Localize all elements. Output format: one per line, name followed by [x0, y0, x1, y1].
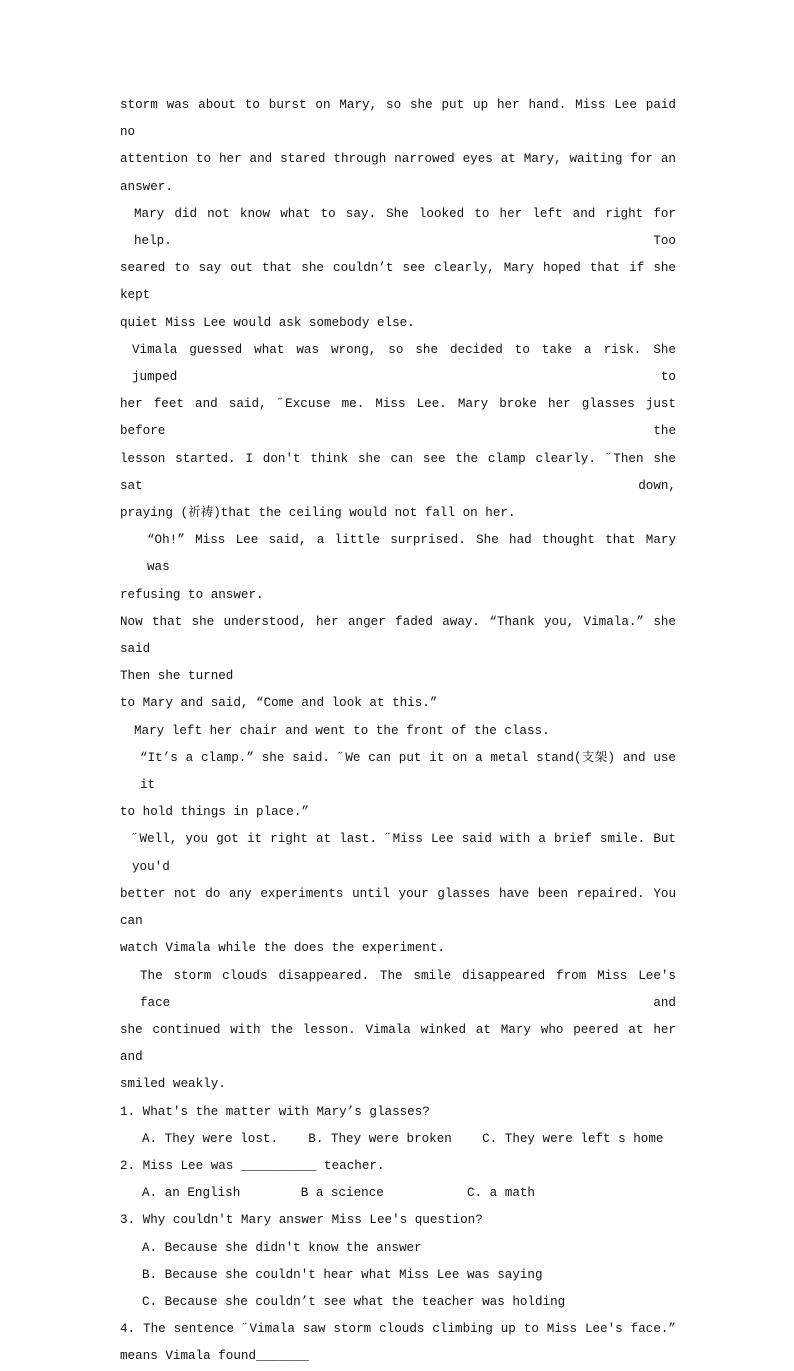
reading-passage-content [120, 92, 676, 1371]
passage-line: ˝Well, you got it right at last. ˝Miss Lee said with a brief smile. But you'd [132, 832, 676, 874]
question-stem: 4. The sentence ˝Vimala saw storm clouds climbing up to Miss Lee's face.” [120, 1322, 676, 1337]
passage-line: watch Vimala while the does the experiment. [120, 941, 445, 956]
passage-line: Mary did not know what to say. She looked to her left and right for help. Too [134, 206, 676, 249]
passage-line: The storm clouds disappeared. The smile disappeared from Miss Lee's face and [140, 968, 676, 1010]
question-option: B. Because she couldn't hear what Miss Lee was saying [142, 1267, 543, 1282]
passage-line: answer. [120, 179, 173, 194]
passage-line: Mary left her chair and went to the front of the class. [134, 723, 550, 738]
question-stem: 3. Why couldn't Mary answer Miss Lee's question? [120, 1213, 483, 1228]
passage-line: to Mary and said, “Come and look at this.” [120, 696, 438, 711]
passage-line: lesson started. I don't think she can see the clamp clearly. ˝Then she sat down, [120, 451, 676, 493]
question-options: A. an English B a science C. a math [142, 1186, 535, 1201]
question-stem: 1. What's the matter with Mary’s glasses? [120, 1104, 430, 1119]
passage-line: smiled weakly. [120, 1077, 226, 1092]
passage-line: Vimala guessed what was wrong, so she decided to take a risk. She jumped to [132, 342, 676, 385]
passage-line: “Oh!” Miss Lee said, a little surprised. She had thought that Mary was [147, 533, 676, 575]
question-option: C. Because she couldn’t see what the teacher was holding [142, 1294, 566, 1309]
passage-line: she continued with the lesson. Vimala winked at Mary who peered at her and [120, 1022, 676, 1065]
passage-line: refusing to answer. [120, 587, 264, 602]
passage-line: praying (祈祷)that the ceiling would not fall on her. [120, 506, 516, 521]
passage-line: to hold things in place.” [120, 805, 309, 820]
question-option: A. Because she didn't know the answer [142, 1240, 422, 1255]
passage-line: attention to her and stared through narrowed eyes at Mary, waiting for an [120, 152, 676, 167]
passage-line: Then she turned [120, 669, 234, 684]
question-options: A. They were lost. B. They were broken C. They were left s home [142, 1131, 664, 1146]
question-stem: 2. Miss Lee was __________ teacher. [120, 1158, 385, 1173]
question-stem: means Vimala found_______ [120, 1349, 309, 1364]
passage-line: “It’s a clamp.” she said. ˝We can put it on a metal stand(支架) and use it [140, 750, 676, 793]
passage-line: her feet and said, ˝Excuse me. Miss Lee. Mary broke her glasses just before the [120, 397, 676, 439]
passage-line: storm was about to burst on Mary, so she put up her hand. Miss Lee paid no [120, 98, 676, 140]
passage-line: better not do any experiments until your glasses have been repaired. You can [120, 886, 676, 929]
passage-line: quiet Miss Lee would ask somebody else. [120, 315, 415, 330]
passage-line: Now that she understood, her anger faded away. “Thank you, Vimala.” she said [120, 614, 676, 657]
passage-line: seared to say out that she couldn’t see clearly, Mary hoped that if she kept [120, 261, 676, 303]
